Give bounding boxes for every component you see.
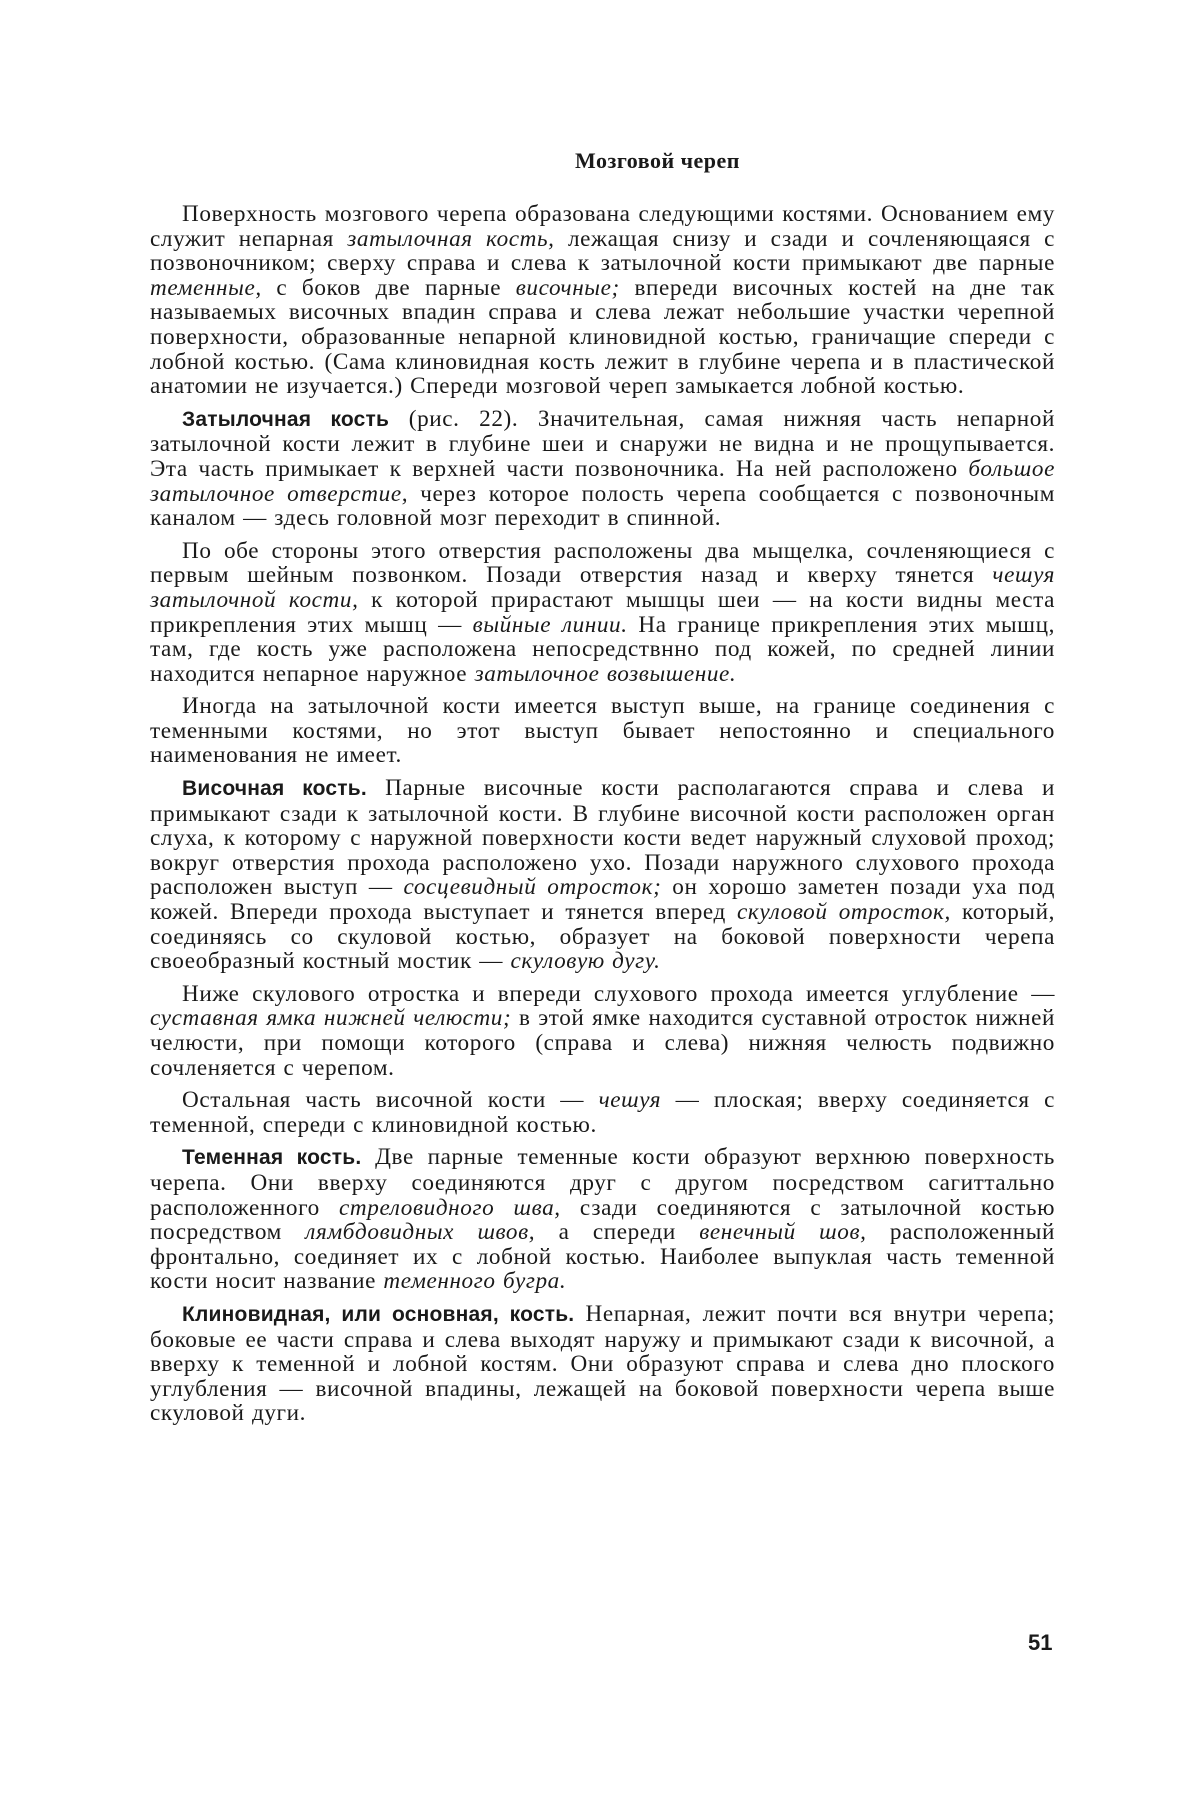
text-run: По обе стороны этого отверстия расположены два мыщелка, сочленяющиеся с первым шейным позвонком. Позади отверстия назад и кверху тянется [150,537,1055,589]
paragraph [150,982,1055,1080]
page-number: 51 [1028,1630,1053,1655]
text-run: в этой ямке находится суставной отросток нижней челюсти, при помощи которого (справа и слева) нижняя челюсть подвижно сочленяется с черепом. [150,1005,1055,1081]
text-run: Парные височные кости располагаются справа и слева и примыкают сзади к затылочной кости. В глубине височной кости расположен орган слуха, к которому с наружной поверхности кости ведет наружный слуховой проход; вокруг отверстия прохода расположено ухо. Позади наружного слухового прохода расположен выступ — [150,775,1055,901]
text-run: — плоская; вверху соединяется с теменной, спереди с клиновидной костью. [150,1087,1055,1138]
italic-term: затылочная кость, [347,225,555,252]
paragraph [150,1145,1055,1294]
text-run: Непарная, лежит почти вся внутри черепа; боковые ее части справа и слева выходят наружу и примыкают сзади к височной, а вверху к теменной и лобной костям. Они образуют справа и слева дно плоского углубления — височной впадины, лежащей на боковой поверхности черепа выше скуловой дуги. [150,1300,1056,1427]
text-run: а спереди [535,1219,700,1246]
text-run: (рис. 22). Значительная, самая нижняя часть непарной затылочной кости лежит в глубине шеи и снаружи не видна и не прощупывается. Эта часть примыкает к верхней части позвоночника. На ней расположено [150,405,1055,482]
section-heading: Мозговой череп [575,148,740,173]
text-run: лежащая снизу и сзади и сочленяющаяся с позвоночником; сверху справа и слева к затылочной кости примыкают две парные [150,225,1055,277]
paragraph [150,776,1055,974]
paragraph [150,407,1055,531]
italic-term: лямбдовидных швов, [305,1219,536,1246]
page-content [150,148,1055,1434]
text-run: На границе прикрепления этих мышц, там, где кость уже расположена непосредствнно под кожей, по средней линии находится непарное наружное [150,611,1056,687]
paragraph [150,1302,1055,1426]
text-run: Остальная часть височной кости — [182,1087,599,1114]
text-run: сзади соединяются с затылочной костью посредством [150,1194,1056,1246]
paragraph [150,539,1055,687]
bold-term: Затылочная кость [182,407,390,431]
italic-term: теменные, [150,274,262,301]
text-run: который, соединяясь со скуловой костью, образует на боковой поверхности черепа своеобразный костный мостик — [150,899,1056,975]
italic-term: чешуя [598,1087,662,1114]
text-run: Две парные теменные кости образуют верхнюю поверхность черепа. Они вверху соединяются друг с другом посредством сагиттально расположенного [150,1144,1055,1221]
text-run: с боков две парные [261,274,516,301]
italic-term: суставная ямка нижней челюсти; [150,1005,512,1032]
italic-term: височные; [515,274,620,301]
italic-term: сосцевидный отросток; [403,874,662,901]
italic-term: затылочное возвышение. [474,660,737,687]
italic-term: венечный шов, [699,1219,867,1246]
paragraph [150,1088,1055,1137]
bold-term: Клиновидная, или основная, кость. [182,1302,575,1326]
text-run: к которой прирастают мышцы шеи — на кости видны места прикрепления этих мышц — [150,586,1055,638]
italic-term: выйные линии. [472,611,628,638]
paragraph [150,202,1055,399]
text-run: Поверхность мозгового черепа образована следующими костями. Основанием ему служит непарная [150,201,1055,252]
italic-term: скуловую дугу. [510,948,661,975]
text-run: Иногда на затылочной кости имеется выступ выше, на границе соединения с теменными костями, но этот выступ бывает непостоянно и специального наименования не имеет. [150,693,1055,769]
text-run: через которое полость черепа сообщается с позвоночным каналом — здесь головной мозг переходит в спинной. [150,480,1055,532]
text-run: расположенный фронтально, соединяет их с лобной костью. Наиболее выпуклая часть теменной кости носит название [150,1219,1055,1295]
text-run: он хорошо заметен позади уха под кожей. Впереди прохода выступает и тянется вперед [150,874,1056,926]
bold-term: Височная кость. [182,777,367,801]
italic-term: скуловой отросток, [737,899,951,926]
text-run: впереди височных костей на дне так называемых височных впадин справа и слева лежат небольшие участки черепной поверхности, образованные непарной клиновидной костью, граничащие спереди с лобной костью. (Сама клиновидная кость лежит в глубине черепа и в пластической анатомии не изучается.) Спереди мозговой череп замыкается лобной костью. [150,274,1055,400]
text-run: Ниже скулового отростка и впереди слухового прохода имеется углубление — [182,980,1055,1007]
italic-term: стреловидного шва, [339,1194,561,1221]
italic-term: чешуя затылочной кости, [150,562,1055,613]
italic-term: большое затылочное отверстие, [150,455,1055,507]
paragraph [150,694,1055,768]
italic-term: теменного бугра. [383,1268,567,1295]
bold-term: Теменная кость. [182,1146,362,1170]
